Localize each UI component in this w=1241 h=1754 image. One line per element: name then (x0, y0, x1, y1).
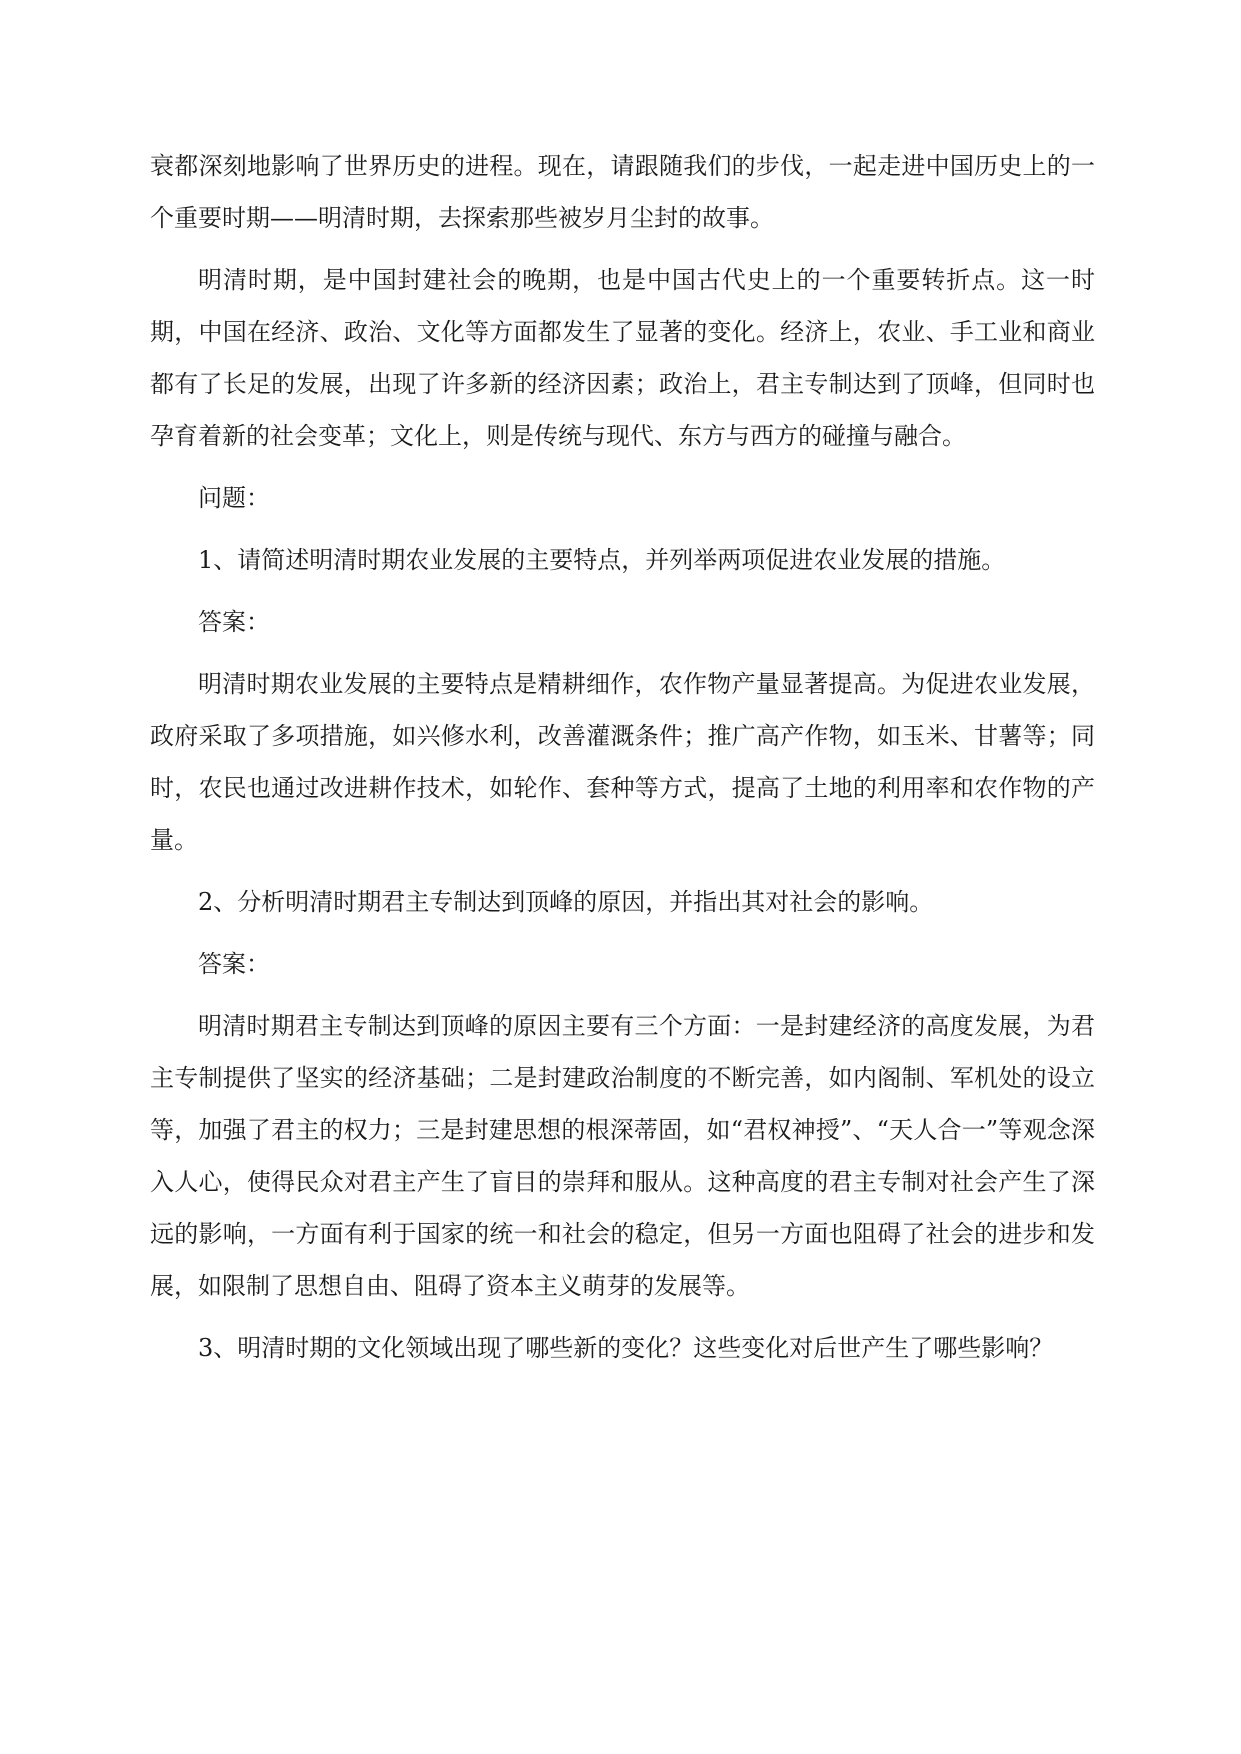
question-3: 3、明清时期的文化领域出现了哪些新的变化？这些变化对后世产生了哪些影响？ (198, 1334, 1054, 1362)
document-body (150, 140, 1095, 1384)
answer-label-1: 答案： (198, 608, 270, 636)
answer-2: 明清时期君主专制达到顶峰的原因主要有三个方面：一是封建经济的高度发展，为君主专制提供了坚实的经济基础；二是封建政治制度的不断完善，如内阁制、军机处的设立等，加强了君主的权力；三是封建思想的根深蒂固，如“君权神授”、“天人合一”等观念深入人心，使得民众对君主产生了盲目的崇拜和服从。这种高度的君主专制对社会产生了深远的影响，一方面有利于国家的统一和社会的稳定，但另一方面也阻碍了社会的进步和发展，如限制了思想自由、阻碍了资本主义萌芽的发展等。 (150, 1012, 1095, 1300)
question-1: 1、请简述明清时期农业发展的主要特点，并列举两项促进农业发展的措施。 (198, 546, 1006, 574)
paragraph-background: 明清时期，是中国封建社会的晚期，也是中国古代史上的一个重要转折点。这一时期，中国在经济、政治、文化等方面都发生了显著的变化。经济上，农业、手工业和商业都有了长足的发展，出现了许多新的经济因素；政治上，君主专制达到了顶峰，但同时也孕育着新的社会变革；文化上，则是传统与现代、东方与西方的碰撞与融合。 (150, 266, 1095, 450)
questions-heading: 问题： (198, 484, 270, 512)
paragraph-intro-continued: 衰都深刻地影响了世界历史的进程。现在，请跟随我们的步伐，一起走进中国历史上的一个重要时期——明清时期，去探索那些被岁月尘封的故事。 (150, 152, 1095, 232)
answer-label-2: 答案： (198, 950, 270, 978)
answer-1: 明清时期农业发展的主要特点是精耕细作，农作物产量显著提高。为促进农业发展，政府采取了多项措施，如兴修水利，改善灌溉条件；推广高产作物，如玉米、甘薯等；同时，农民也通过改进耕作技术，如轮作、套种等方式，提高了土地的利用率和农作物的产量。 (150, 670, 1095, 854)
question-2: 2、分析明清时期君主专制达到顶峰的原因，并指出其对社会的影响。 (198, 888, 934, 916)
